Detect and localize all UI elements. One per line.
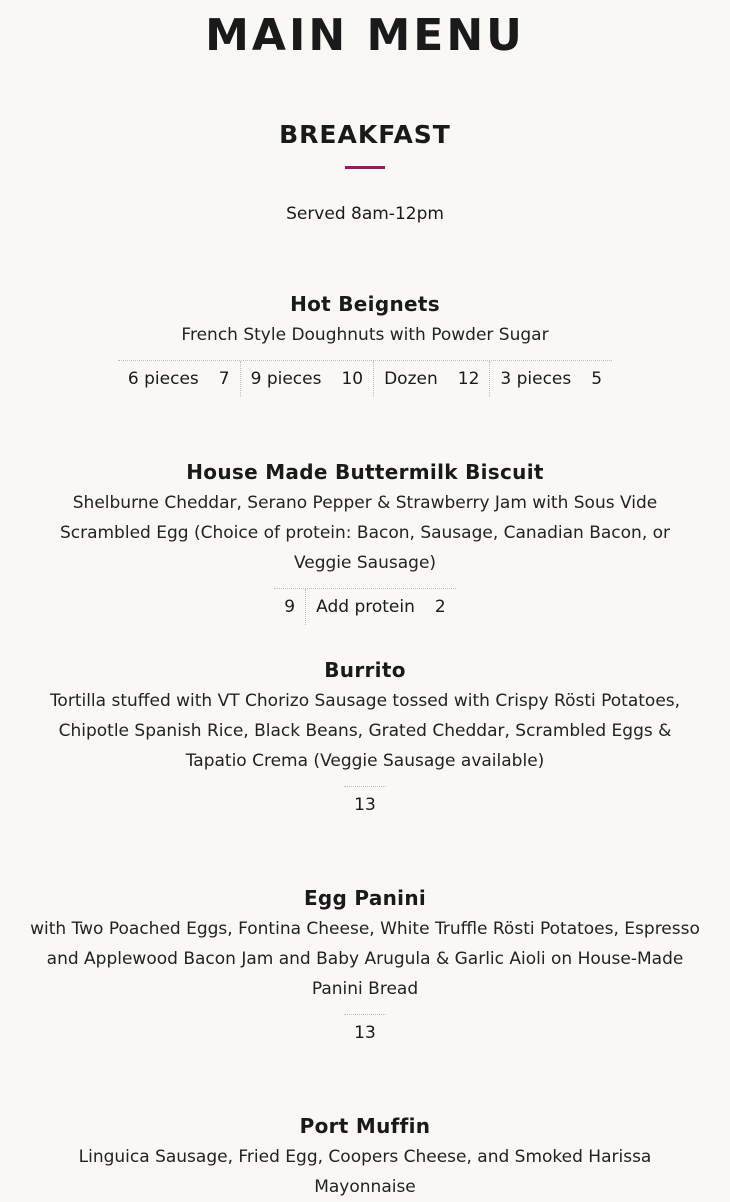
- menu-item-description: with Two Poached Eggs, Fontina Cheese, White Truffle Rösti Potatoes, Espresso and Applewood Bacon Jam and Baby Arugula & Garlic Aioli on House-Made Panini Bread: [30, 919, 700, 999]
- section-serving-hours: Served 8am-12pm: [286, 204, 444, 224]
- menu-item-description: Tortilla stuffed with VT Chorizo Sausage tossed with Crispy Rösti Potatoes, Chipotle Spanish Rice, Black Beans, Grated Cheddar, Scrambled Eggs & Tapatio Crema (Veggie Sausage available): [49, 691, 681, 771]
- price-option: [118, 361, 240, 397]
- section-title-breakfast: BREAKFAST: [279, 120, 451, 149]
- price-list: [344, 1014, 386, 1051]
- menu-item-name: Hot Beignets: [290, 292, 440, 316]
- price-option-label: 6 pieces: [127, 369, 199, 389]
- price-option-label: Add protein: [316, 597, 415, 617]
- page-title: MAIN MENU: [205, 10, 525, 61]
- menu-item: [0, 458, 730, 625]
- price-option-label: 9 pieces: [250, 369, 322, 389]
- menu-item: [0, 1112, 730, 1202]
- price-option: [240, 361, 374, 397]
- price-option: [373, 361, 489, 397]
- price-list: [344, 786, 386, 823]
- price-option-value: 13: [354, 795, 376, 815]
- price-list: [274, 588, 455, 625]
- price-option: [274, 589, 305, 625]
- price-option-value: 9: [284, 597, 296, 617]
- price-option-label: 3 pieces: [500, 369, 572, 389]
- price-option-value: 5: [591, 369, 603, 389]
- price-option: [344, 787, 386, 823]
- price-option-value: 13: [354, 1023, 376, 1043]
- price-option-label: Dozen: [384, 369, 438, 389]
- price-option: [305, 589, 456, 625]
- menu-item-name: Egg Panini: [303, 886, 427, 910]
- menu-item-description: Shelburne Cheddar, Serano Pepper & Strawberry Jam with Sous Vide Scrambled Egg (Choice of protein: Bacon, Sausage, Canadian Bacon, or Veggie Sausage): [59, 493, 671, 573]
- price-list: [118, 360, 612, 397]
- menu-item-name: Burrito: [324, 658, 406, 682]
- menu-item-name: House Made Buttermilk Biscuit: [186, 460, 544, 484]
- menu-item-name: Port Muffin: [299, 1114, 431, 1138]
- section-divider: [345, 166, 385, 169]
- price-option: [344, 1015, 386, 1051]
- menu-item-description: Linguica Sausage, Fried Egg, Coopers Cheese, and Smoked Harissa Mayonnaise: [78, 1147, 652, 1197]
- price-option-value: 12: [457, 369, 480, 389]
- menu-item-description: French Style Doughnuts with Powder Sugar: [181, 325, 549, 345]
- price-option: [489, 361, 612, 397]
- price-option-value: 7: [218, 369, 230, 389]
- menu-item: [0, 656, 730, 823]
- price-option-value: 10: [341, 369, 364, 389]
- price-option-value: 2: [434, 597, 446, 617]
- menu-item: [0, 290, 730, 397]
- menu-item: [0, 884, 730, 1051]
